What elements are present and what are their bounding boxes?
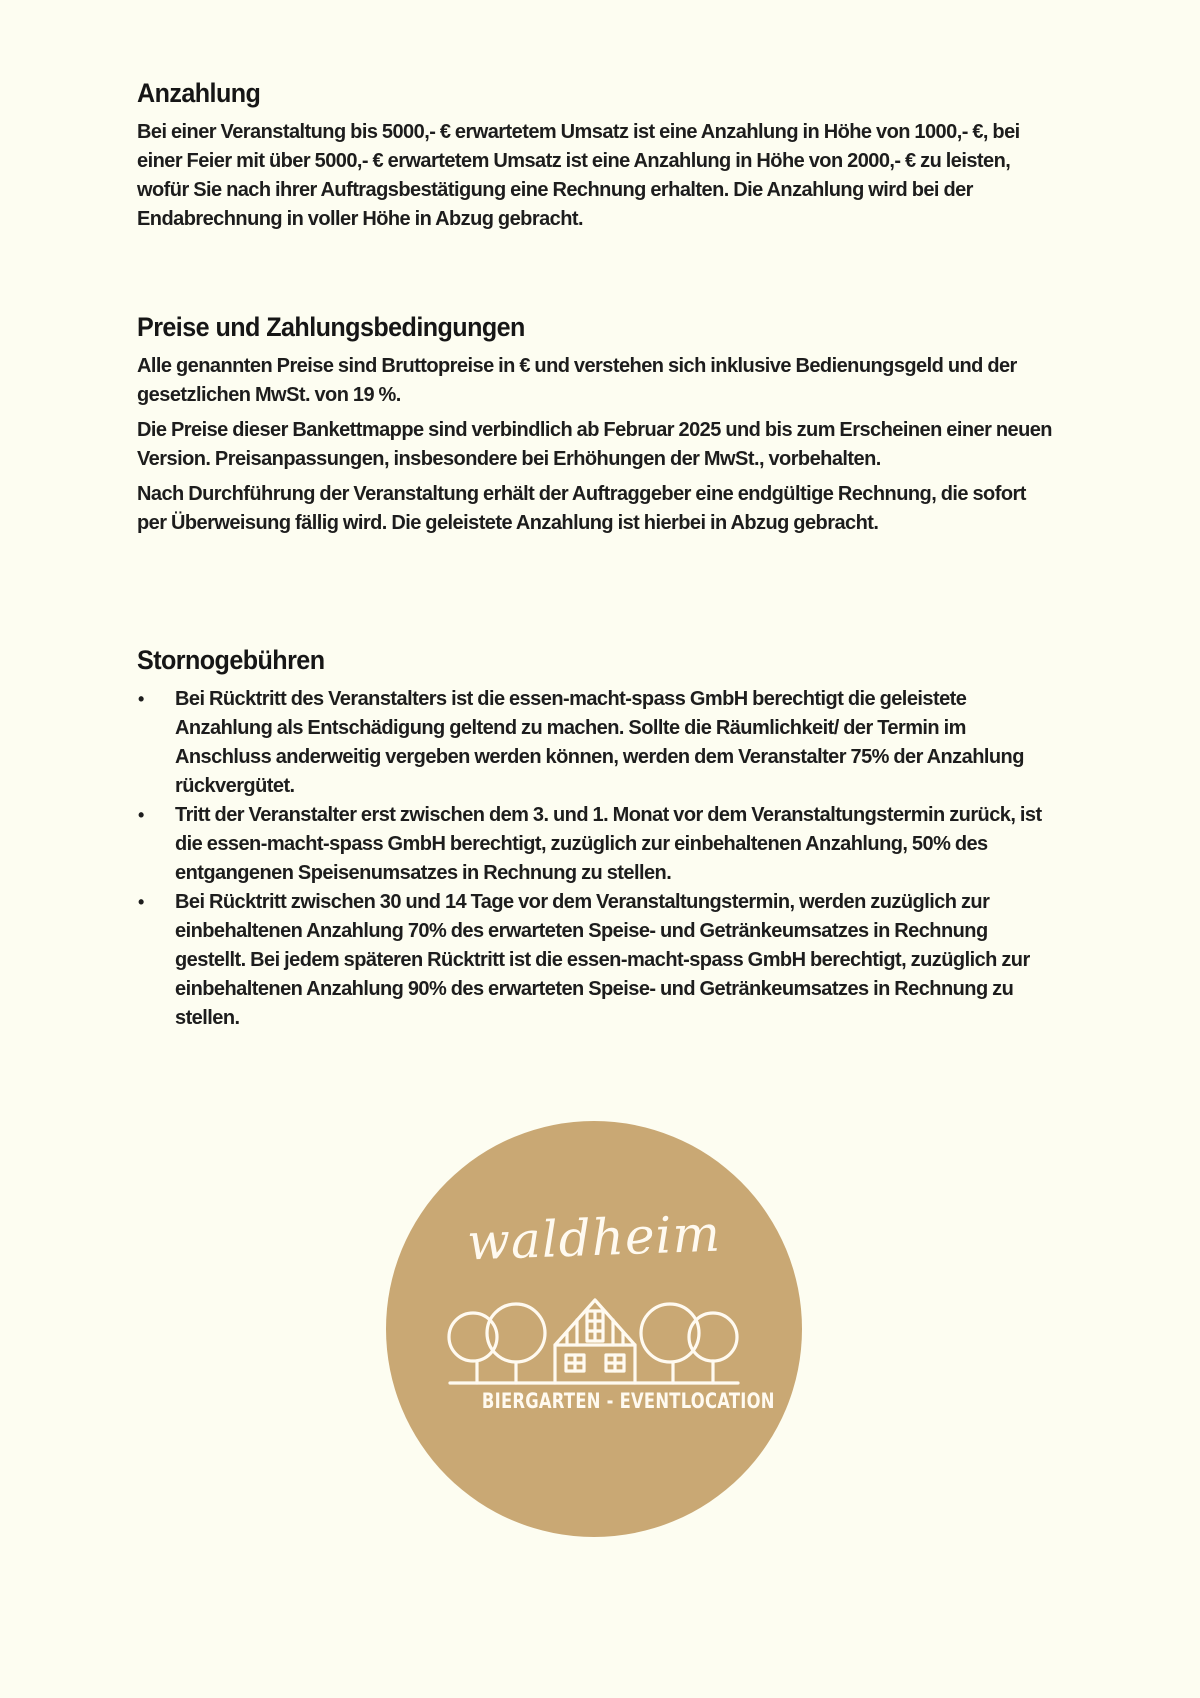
section-heading: Preise und Zahlungsbedingungen — [137, 312, 525, 342]
section-cancellation — [137, 643, 1057, 1033]
list-item — [137, 685, 1057, 801]
section-prices — [137, 310, 1057, 538]
paragraph: Nach Durchführung der Veranstaltung erhält der Auftraggeber eine endgültige Rechnung, die sofort per Überweisung fällig wird. Die geleistete Anzahlung ist hierbei in Abzug gebracht. — [137, 483, 1026, 534]
bullet-icon: • — [138, 892, 144, 912]
bullet-icon: • — [138, 805, 144, 825]
list-item-text: Bei Rücktritt zwischen 30 und 14 Tage vor dem Veranstaltungstermin, werden zuzüglich zur einbehaltenen Anzahlung 70% des erwarteten Speise- und Getränkeumsatzes in Rechnung gestellt. Bei jedem späteren Rücktritt ist die essen-macht-spass GmbH berechtigt, zuzüglich zur einbehaltenen Anzahlung 90% des erwarteten Speise- und Getränkeumsatzes in Rechnung zu stellen. — [175, 891, 1030, 1029]
paragraph: Alle genannten Preise sind Bruttopreise in € und verstehen sich inklusive Bedienungsgeld und der gesetzlichen MwSt. von 19 %. — [137, 355, 1017, 406]
section-heading: Stornogebühren — [137, 645, 325, 675]
list-item-text: Tritt der Veranstalter erst zwischen dem 3. und 1. Monat vor dem Veranstaltungstermin zurück, ist die essen-macht-spass GmbH berechtigt, zuzüglich zur einbehaltenen Anzahlung, 50% des entgangenen Speisenumsatzes in Rechnung zu stellen. — [175, 804, 1042, 884]
logo-wordmark: waldheim — [466, 1204, 722, 1272]
logo-illustration — [386, 1121, 802, 1537]
logo-tagline: BIERGARTEN - EVENTLOCATION — [481, 1389, 775, 1413]
list-item — [137, 888, 1057, 1033]
list-item-text: Bei Rücktritt des Veranstalters ist die essen-macht-spass GmbH berechtigt die geleistete Anzahlung als Entschädigung geltend zu machen. Sollte die Räumlichkeit/ der Termin im Anschluss anderweitig vergeben werden können, werden dem Veranstalter 75% der Anzahlung rückvergütet. — [175, 688, 1024, 797]
paragraph: Bei einer Veranstaltung bis 5000,- € erwartetem Umsatz ist eine Anzahlung in Höhe von 1000,- €, bei einer Feier mit über 5000,- € erwartetem Umsatz ist eine Anzahlung in Höhe von 2000,- € zu leisten, wofür Sie nach ihrer Auftragsbestätigung eine Rechnung erhalten. Die Anzahlung wird bei der Endabrechnung in voller Höhe in Abzug gebracht. — [137, 121, 1020, 230]
section-body — [137, 352, 1057, 538]
waldheim-logo — [386, 1121, 802, 1537]
list-item — [137, 801, 1057, 888]
cancellation-list — [137, 685, 1057, 1033]
paragraph: Die Preise dieser Bankettmappe sind verbindlich ab Februar 2025 und bis zum Erscheinen einer neuen Version. Preisanpassungen, insbesondere bei Erhöhungen der MwSt., vorbehalten. — [137, 419, 1052, 470]
section-body — [137, 118, 1057, 234]
bullet-icon: • — [138, 689, 144, 709]
section-deposit — [137, 76, 1057, 234]
house-icon — [555, 1300, 635, 1383]
section-heading: Anzahlung — [137, 78, 261, 108]
